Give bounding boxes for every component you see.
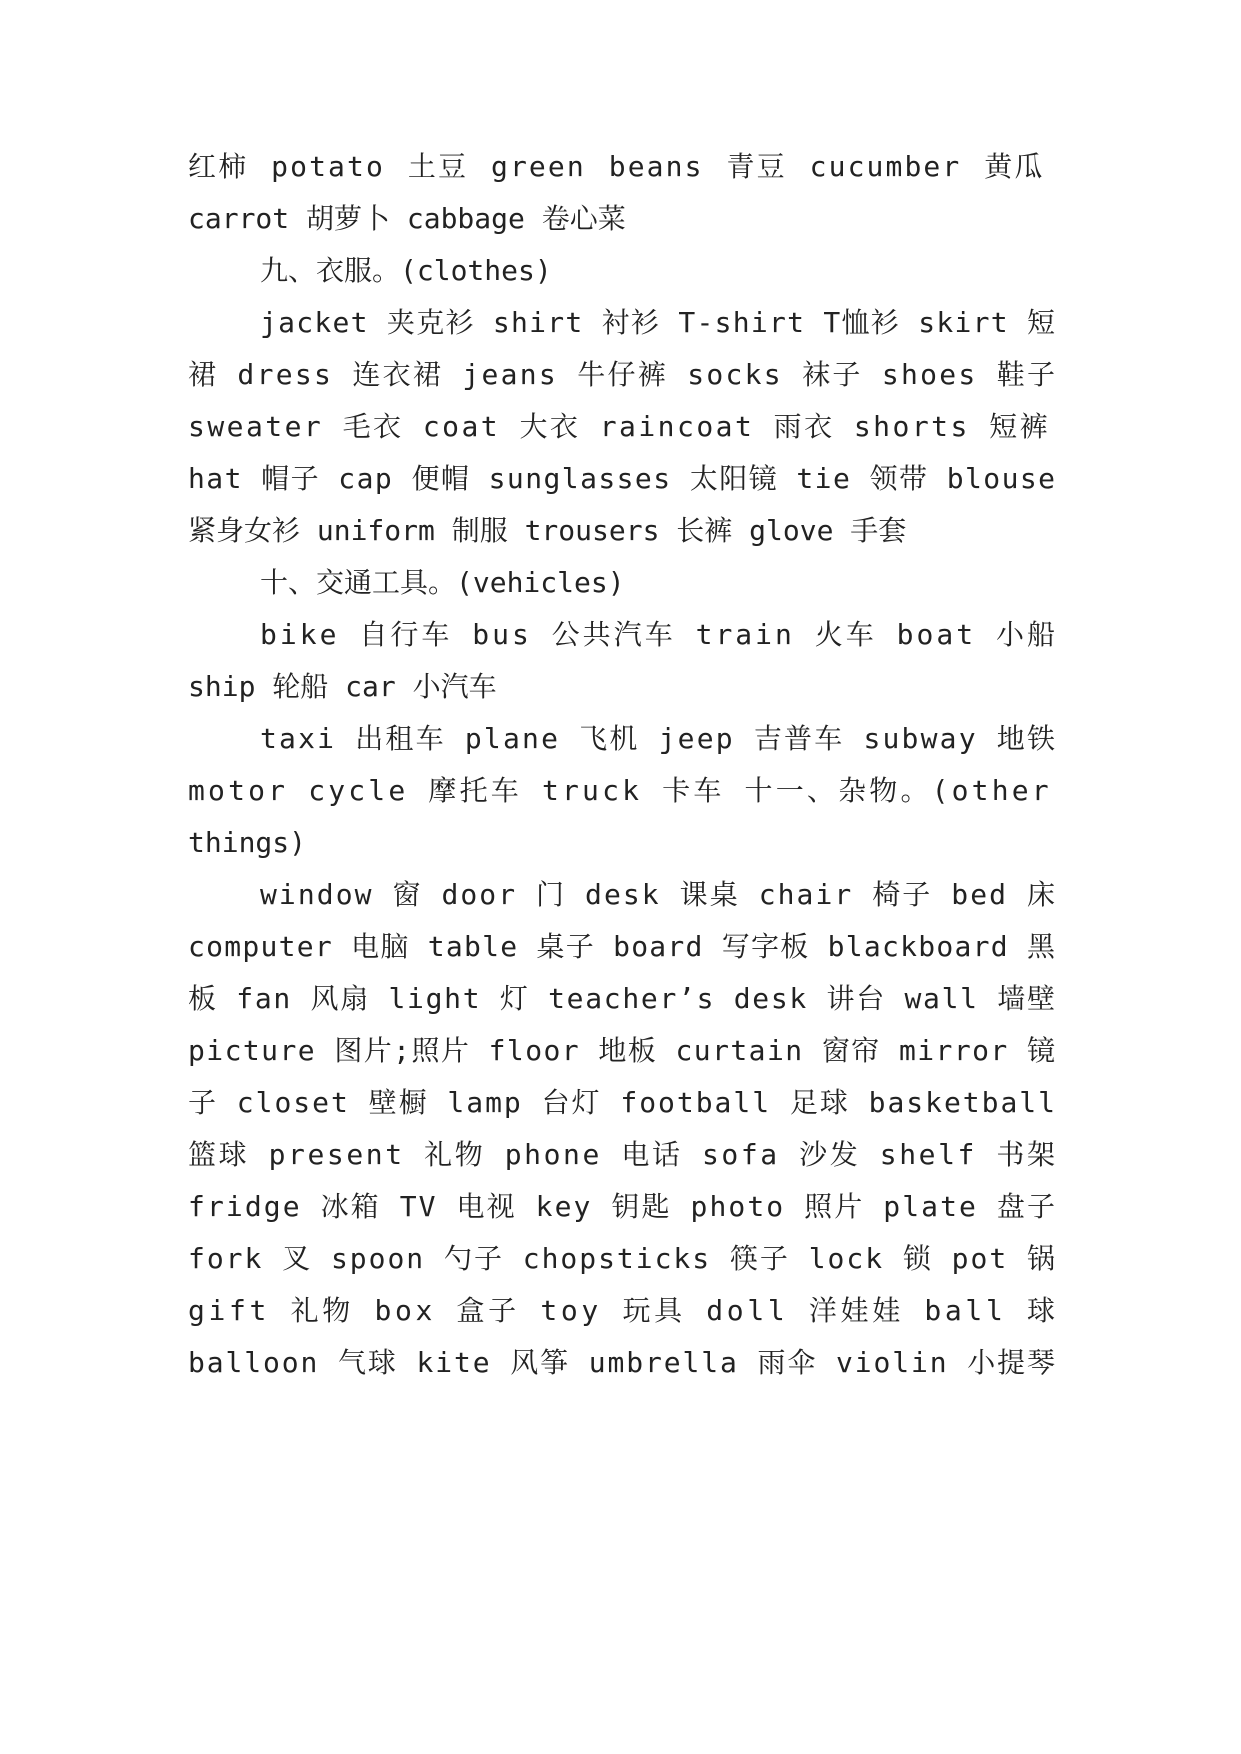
text-line-content: balloon 气球 kite 风筝 umbrella 雨伞 violin 小提琴 [188,1346,1057,1379]
text-line-content: picture 图片;照片 floor 地板 curtain 窗帘 mirror 镜 [188,1034,1057,1067]
section-heading-text: 九、衣服。(clothes) [260,254,552,287]
text-line-content: gift 礼物 box 盒子 toy 玩具 doll 洋娃娃 ball 球 [188,1294,1059,1327]
text-line-content: 板 fan 风扇 light 灯 teacher’s desk 讲台 wall 墙壁 [188,982,1057,1015]
text-line [0,1288,1241,1334]
text-line [0,1340,1241,1386]
text-line-content: bike 自行车 bus 公共汽车 train 火车 boat 小船 [260,618,1058,651]
text-line [0,924,1241,970]
text-line-content: taxi 出租车 plane 飞机 jeep 吉普车 subway 地铁 [260,722,1058,755]
text-line [0,456,1241,502]
text-line-content: computer 电脑 table 桌子 board 写字板 blackboard 黑 [188,930,1057,963]
text-line [0,404,1241,450]
text-line-content: motor cycle 摩托车 truck 卡车 十一、杂物。(other [188,774,1052,807]
text-line [0,976,1241,1022]
text-line [0,1184,1241,1230]
section-heading-text: 十、交通工具。(vehicles) [260,566,625,599]
text-line-content: window 窗 door 门 desk 课桌 chair 椅子 bed 床 [260,878,1058,911]
text-line-content: hat 帽子 cap 便帽 sunglasses 太阳镜 tie 领带 blouse [188,462,1057,495]
text-line-content: carrot 胡萝卜 cabbage 卷心菜 [188,202,626,235]
section-heading [0,560,1241,606]
text-line [0,1028,1241,1074]
text-line [0,1080,1241,1126]
text-line [0,300,1241,346]
text-line-content: jacket 夹克衫 shirt 衬衫 T-shirt T恤衫 skirt 短 [260,306,1057,339]
text-line-content: fridge 冰箱 TV 电视 key 钥匙 photo 照片 plate 盘子 [188,1190,1058,1223]
text-line-content: fork 叉 spoon 勺子 chopsticks 筷子 lock 锁 pot 锅 [188,1242,1057,1275]
text-line-content: 裙 dress 连衣裙 jeans 牛仔裤 socks 袜子 shoes 鞋子 [188,358,1058,391]
text-line-content: sweater 毛衣 coat 大衣 raincoat 雨衣 shorts 短裤 [188,410,1051,443]
text-line [0,1132,1241,1178]
text-line-content: ship 轮船 car 小汽车 [188,670,497,703]
text-line [0,1236,1241,1282]
text-line [0,872,1241,918]
text-line [0,664,1241,710]
text-line-content: 子 closet 壁橱 lamp 台灯 football 足球 basketball [188,1086,1057,1119]
text-line-content: 紧身女衫 uniform 制服 trousers 长裤 glove 手套 [188,514,907,547]
text-line [0,196,1241,242]
text-line-content: 篮球 present 礼物 phone 电话 sofa 沙发 shelf 书架 [188,1138,1058,1171]
text-line [0,768,1241,814]
text-line-content: things) [188,826,307,859]
text-line [0,144,1241,190]
text-line-content: 红柿 potato 土豆 green beans 青豆 cucumber 黄瓜 [188,150,1045,183]
text-line [0,352,1241,398]
text-line [0,716,1241,762]
text-line [0,820,1241,866]
text-line [0,612,1241,658]
section-heading [0,248,1241,294]
text-line [0,508,1241,554]
